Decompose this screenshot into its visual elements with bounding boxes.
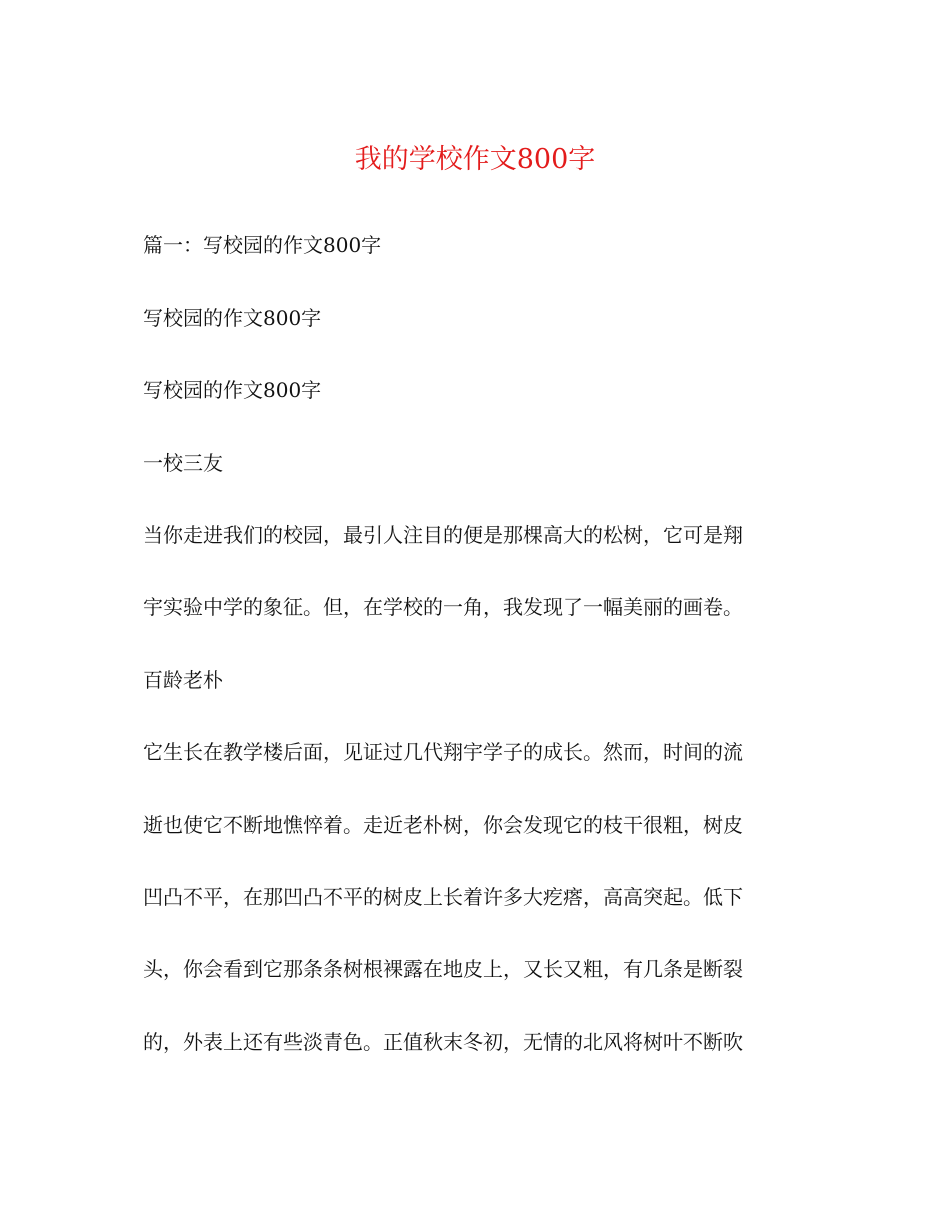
text-line: 的，外表上还有些淡青色。正值秋末冬初，无情的北风将树叶不断吹: [143, 1030, 743, 1054]
text-line: 逝也使它不断地憔悴着。走近老朴树，你会发现它的枝干很粗，树皮: [143, 813, 743, 837]
document-title: 我的学校作文800字: [354, 144, 596, 175]
text-line: 写校园的作文800字: [143, 306, 322, 330]
text-line: 篇一：写校园的作文800字: [143, 233, 382, 257]
text-line: 宇实验中学的象征。但，在学校的一角，我发现了一幅美丽的画卷。: [143, 595, 743, 619]
text-line: 当你走进我们的校园，最引人注目的便是那棵高大的松树，它可是翔: [143, 523, 743, 547]
text-line: 百龄老朴: [143, 668, 223, 692]
text-line: 一校三友: [143, 451, 223, 475]
text-line: 它生长在教学楼后面，见证过几代翔宇学子的成长。然而，时间的流: [143, 740, 743, 764]
text-line: 头，你会看到它那条条树根裸露在地皮上，又长又粗，有几条是断裂: [143, 957, 743, 981]
text-line: 凹凸不平，在那凹凸不平的树皮上长着许多大疙瘩，高高突起。低下: [143, 885, 743, 909]
text-line: 写校园的作文800字: [143, 378, 322, 402]
